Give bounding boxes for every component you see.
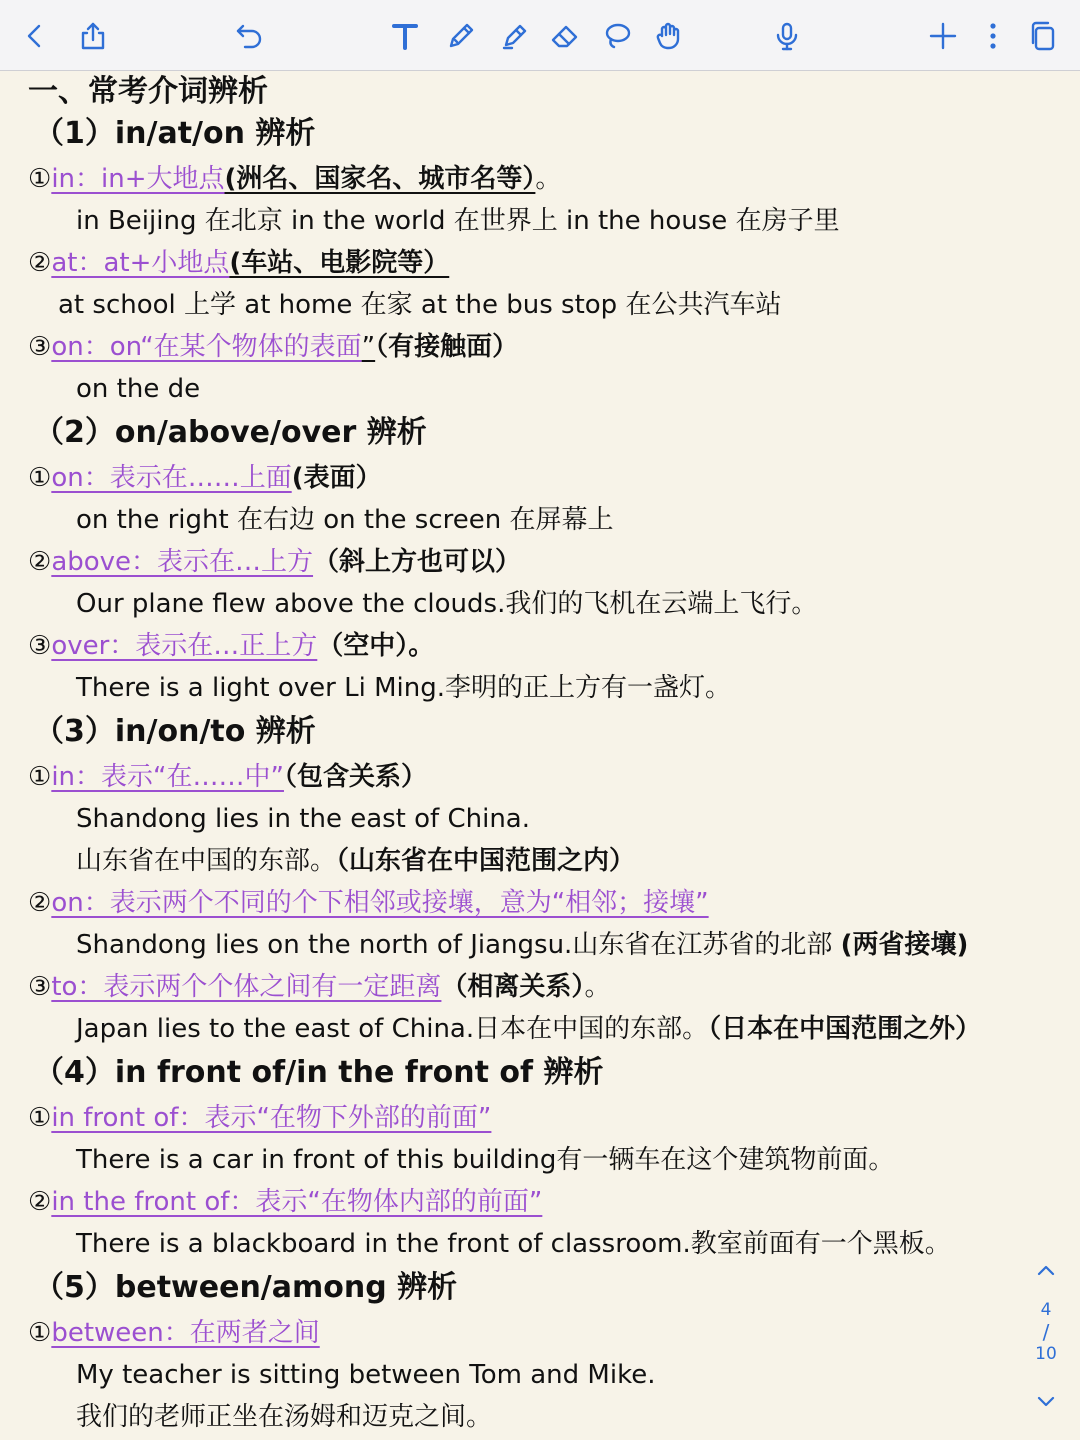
example-line: on the de — [76, 374, 201, 404]
chevron-up-icon[interactable] — [1035, 1260, 1057, 1286]
highlighter-icon[interactable] — [496, 17, 534, 55]
rule-line: ①in front of：表示“在物下外部的前面” — [28, 1103, 492, 1133]
note-page[interactable] — [0, 71, 1080, 1440]
top-toolbar — [0, 0, 1080, 71]
rule-line: ③to：表示两个个体之间有一定距离（相离关系）。 — [28, 972, 611, 1002]
section-heading-5: （5）between/among 辨析 — [34, 1270, 458, 1305]
total-page-count: 10 — [1035, 1344, 1057, 1364]
example-line: Shandong lies on the north of Jiangsu.山东省在江苏省的北部 (两省接壤) — [76, 930, 969, 960]
rule-line: ②at：at+小地点(车站、电影院等） — [28, 248, 450, 278]
rule-line: ②above：表示在…上方（斜上方也可以） — [28, 547, 522, 577]
rule-line: ②in the front of：表示“在物体内部的前面” — [28, 1187, 543, 1217]
page-separator: / — [1042, 1320, 1050, 1344]
page-title: 一、常考介词辨析 — [28, 74, 268, 109]
rule-line: ①in：in+大地点(洲名、国家名、城市名等）。 — [28, 164, 562, 194]
example-line: at school 上学 at home 在家 at the bus stop 在公共汽车站 — [58, 290, 782, 320]
example-line: Shandong lies in the east of China. — [76, 804, 530, 834]
example-line: on the right 在右边 on the screen 在屏幕上 — [76, 505, 614, 535]
section-heading-1: （1）in/at/on 辨析 — [34, 116, 316, 151]
section-heading-2: （2）on/above/over 辨析 — [34, 415, 427, 450]
example-line: There is a blackboard in the front of classroom.教室前面有一个黑板。 — [76, 1229, 951, 1259]
current-page-number: 4 — [1040, 1300, 1052, 1320]
example-line: in Beijing 在北京 in the world 在世界上 in the house 在房子里 — [76, 206, 840, 236]
example-line: My teacher is sitting between Tom and Mike. — [76, 1360, 656, 1390]
section-heading-3: （3）in/on/to 辨析 — [34, 714, 316, 749]
example-line: There is a car in front of this building有一辆车在这个建筑物前面。 — [76, 1145, 895, 1175]
rule-line: ③over：表示在…正上方（空中）。 — [28, 631, 435, 661]
share-icon[interactable] — [74, 17, 112, 55]
eraser-icon[interactable] — [546, 17, 584, 55]
page-indicator — [1026, 1260, 1066, 1430]
text-tool-icon[interactable] — [386, 17, 424, 55]
back-icon[interactable] — [16, 17, 54, 55]
rule-line: ①on：表示在……上面(表面） — [28, 463, 382, 493]
microphone-icon[interactable] — [768, 17, 806, 55]
pen-icon[interactable] — [442, 17, 480, 55]
hand-icon[interactable] — [650, 17, 688, 55]
add-icon[interactable] — [924, 17, 962, 55]
chevron-down-icon[interactable] — [1035, 1390, 1057, 1416]
example-line: There is a light over Li Ming.李明的正上方有一盏灯。 — [76, 673, 731, 703]
example-line: Japan lies to the east of China.日本在中国的东部。（日本在中国范围之外） — [76, 1014, 982, 1044]
rule-line: ①in：表示“在……中”（包含关系） — [28, 762, 427, 792]
more-icon[interactable] — [974, 17, 1012, 55]
section-heading-4: （4）in front of/in the front of 辨析 — [34, 1055, 604, 1090]
rule-line: ③on：on“在某个物体的表面”（有接触面） — [28, 332, 519, 362]
undo-icon[interactable] — [230, 17, 268, 55]
example-line: 山东省在中国的东部。（山东省在中国范围之内） — [76, 846, 636, 876]
rule-line: ①between：在两者之间 — [28, 1318, 320, 1348]
pages-icon[interactable] — [1024, 17, 1062, 55]
example-line: Our plane flew above the clouds.我们的飞机在云端上飞行。 — [76, 589, 818, 619]
lasso-icon[interactable] — [598, 17, 636, 55]
rule-line: ②on：表示两个不同的个下相邻或接壤，意为“相邻；接壤” — [28, 888, 709, 918]
example-line: 我们的老师正坐在汤姆和迈克之间。 — [76, 1402, 493, 1432]
